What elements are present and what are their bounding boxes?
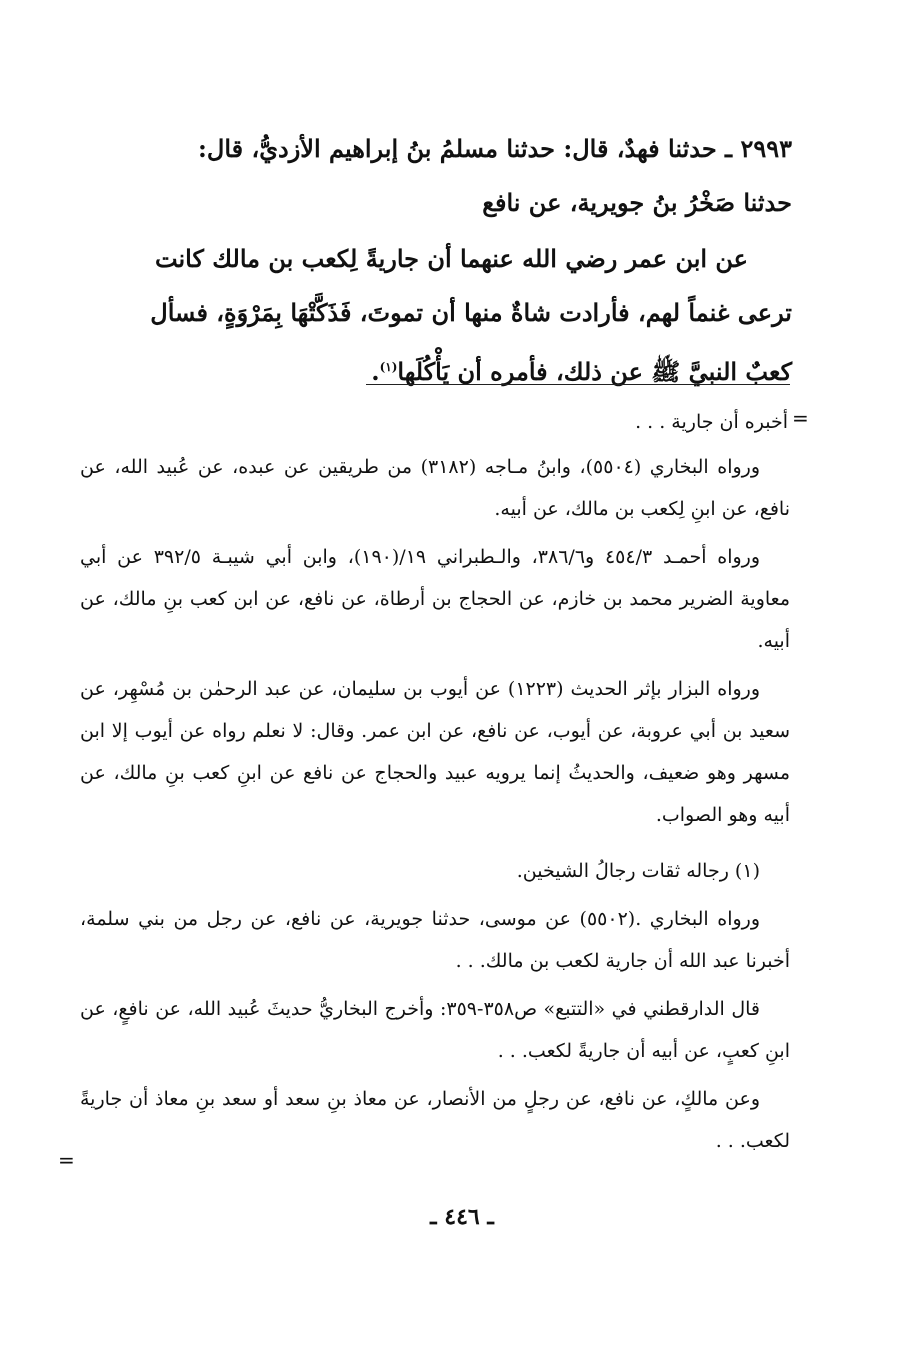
matn-line-3 — [86, 340, 792, 399]
footnote-continue-mark: = — [792, 406, 809, 430]
footnotes-section — [80, 446, 790, 1168]
isnad-line-1 — [86, 122, 792, 176]
matn-line-1: عن ابن عمر رضي الله عنهما أن جاريةً لِكعب بن مالك كانت — [154, 244, 748, 273]
matn-line-2: ترعى غنماً لهم، فأرادت شاةٌ منها أن تموتَ، فَذَكَّتْهَا بِمَرْوَةٍ، فسأل — [150, 298, 792, 327]
footnote-reference[interactable]: (١) — [379, 360, 398, 374]
footnote-paragraph: وعن مالكٍ، عن نافع، عن رجلٍ من الأنصار، عن معاذ بنِ سعد أو سعد بنِ معاذ أن جاريةً لكعب. . . — [80, 1088, 790, 1152]
hadith-isnad — [86, 122, 792, 230]
matn-line-3-text: كعبٌ النبيَّ ﷺ عن ذلك، فأمره أن يَأْكُلَها — [397, 357, 792, 386]
isnad-text-1: ـ حدثنا فهدٌ، قال: حدثنا مسلمُ بنُ إبراهيم الأزديُّ، قال: — [198, 134, 733, 163]
footnote-trailing-mark: = — [58, 1148, 75, 1172]
matn-end-mark: . — [371, 357, 380, 386]
footnote-paragraph: ورواه البخاري .(٥٥٠٢) عن موسى، حدثنا جويرية، عن نافع، عن رجل من بني سلمة، أخبرنا عبد الله أن جارية لكعب بن مالك. . . — [80, 908, 790, 972]
page-number: ـ ٤٤٦ ـ — [430, 1204, 494, 1230]
footnote-divider — [366, 384, 790, 385]
footnote-paragraph: ورواه البخاري (٥٥٠٤)، وابنُ مـاجه (٣١٨٢) من طريقين عن عبده، عن عُبيد الله، عن نافع، عن ابنِ لِكعب بن مالك، عن أبيه. — [80, 456, 790, 520]
footnote-paragraph: ورواه أحمـد ٤٥٤/٣ و٣٨٦/٦، والـطبراني ١٩/(١٩٠)، وابن أبي شيبـة ٣٩٢/٥ عن أبي معاوية الضرير محمد بن خازم، عن الحجاج بن أرطاة، عن نافع، عن ابن كعب بنِ مالك، عن أبيه. — [80, 546, 790, 652]
footnote-paragraph: قال الدارقطني في «التتبع» ص٣٥٨-٣٥٩: وأخرج البخاريُّ حديثَ عُبيد الله، عن نافعٍ، عن ابنِ كعبٍ، عن أبيه أن جاريةً لكعب. . . — [80, 998, 790, 1062]
hadith-number: ٢٩٩٣ — [740, 134, 792, 163]
footnote-paragraph: ورواه البزار بإثر الحديث (١٢٢٣) عن أيوب بن سليمان، عن عبد الرحمٰن بن مُسْهِر، عن سعيد بن أبي عروبة، عن أيوب، عن نافع، عن ابن عمر. وقال: لا نعلم رواه عن أيوب إلا ابن مسهر وهو ضعيف، والحديثُ إنما يرويه عبيد والحجاج عن نافع عن ابنِ كعب بنِ مالك، عن أبيه وهو الصواب. — [80, 678, 790, 826]
footnote-1-heading: (١) رجاله ثقات رجالُ الشيخين. — [516, 860, 760, 882]
isnad-line-2: حدثنا صَخْرُ بنُ جويرية، عن نافع — [482, 188, 792, 217]
footnote-continue-text: أخبره أن جارية . . . — [635, 411, 788, 433]
hadith-matn — [86, 232, 792, 399]
